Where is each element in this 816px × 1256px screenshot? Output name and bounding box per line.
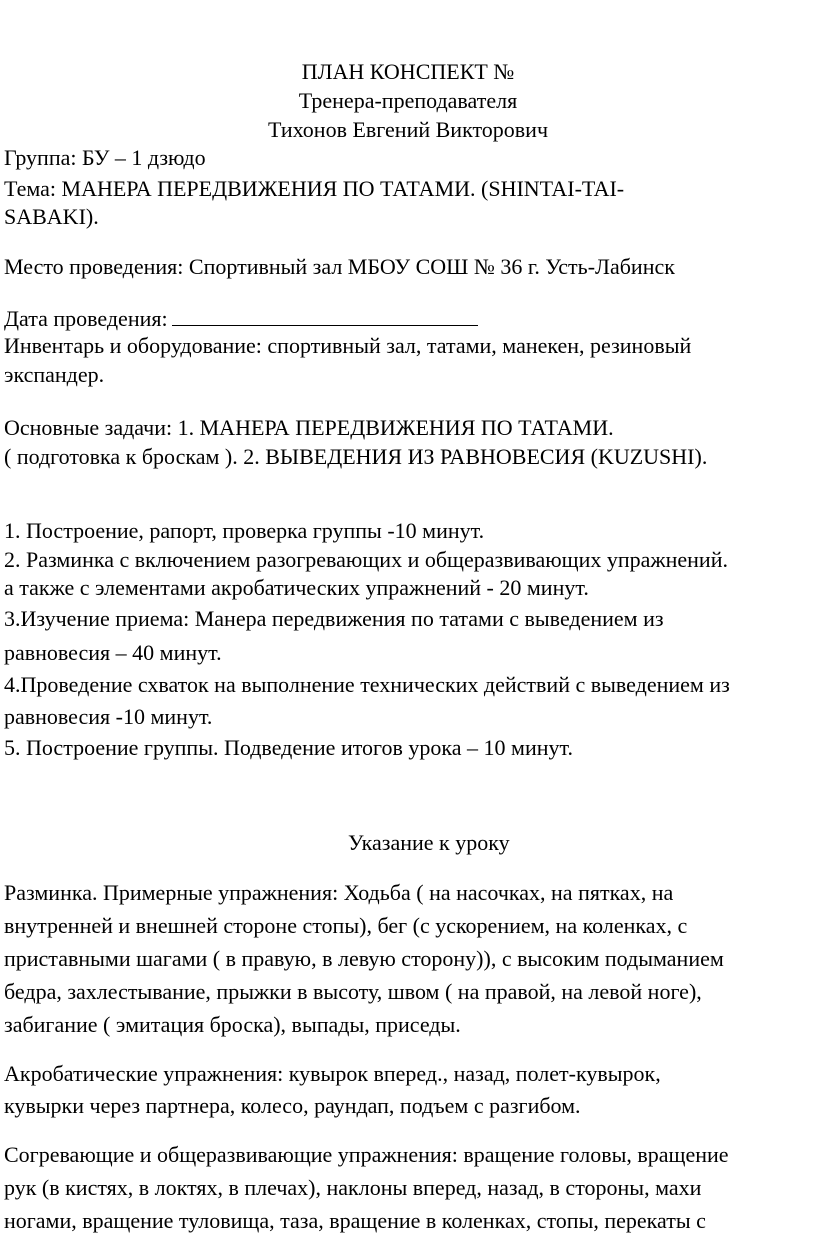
plan-item-5: 5. Построение группы. Подведение итогов урока – 10 минут. — [4, 735, 573, 760]
instructions-heading: Указание к уроку — [348, 830, 510, 855]
acrobatics-line-1: Акробатические упражнения: кувырок вперед., назад, полет-кувырок, — [4, 1061, 661, 1086]
group-line: Группа: БУ – 1 дзюдо — [4, 145, 206, 170]
plan-item-1: 1. Построение, рапорт, проверка группы -10 минут. — [4, 518, 485, 543]
equipment-line-2: экспандер. — [4, 362, 105, 387]
plan-item-4-cont: равновесия -10 минут. — [4, 704, 213, 729]
warmup-line-4: бедра, захлестывание, прыжки в высоту, швом ( на правой, на левой ноге), — [4, 979, 702, 1004]
place-line: Место проведения: Спортивный зал МБОУ СОШ № 36 г. Усть-Лабинск — [4, 254, 675, 279]
general-line-1: Согревающие и общеразвивающие упражнения: вращение головы, вращение — [4, 1142, 729, 1167]
general-line-2: рук (в кистях, в локтях, в плечах), наклоны вперед, назад, в стороны, махи — [4, 1175, 702, 1200]
date-blank — [172, 305, 478, 326]
author-role: Тренера-преподавателя — [298, 88, 518, 113]
tasks-line-1: Основные задачи: 1. МАНЕРА ПЕРЕДВИЖЕНИЯ ПО ТАТАМИ. — [4, 415, 614, 440]
author-name: Тихонов Евгений Викторович — [267, 117, 549, 142]
date-line — [4, 304, 478, 334]
warmup-line-1: Разминка. Примерные упражнения: Ходьба ( на насочках, на пятках, на — [4, 880, 674, 905]
date-label: Дата проведения: — [4, 306, 168, 331]
warmup-line-3: приставными шагами ( в правую, в левую сторону)), с высоким подыманием — [4, 946, 724, 971]
warmup-line-5: забигание ( эмитация броска), выпады, приседы. — [4, 1012, 461, 1037]
topic-line-1: Тема: МАНЕРА ПЕРЕДВИЖЕНИЯ ПО ТАТАМИ. (SHINTAI-TAI- — [4, 176, 625, 201]
general-line-3: ногами, вращение туловища, таза, вращение в коленках, стопы, перекаты с — [4, 1208, 706, 1233]
acrobatics-line-2: кувырки через партнера, колесо, раундап, подъем с разгибом. — [4, 1093, 581, 1118]
document-title: ПЛАН КОНСПЕКТ № — [301, 59, 515, 84]
warmup-line-2: внутренней и внешней стороне стопы), бег (с ускорением, на коленках, с — [4, 913, 688, 938]
plan-item-2-cont: а также с элементами акробатических упражнений - 20 минут. — [4, 575, 589, 600]
topic-line-2: SABAKI). — [4, 204, 99, 229]
plan-item-3-cont: равновесия – 40 минут. — [4, 640, 222, 665]
equipment-line-1: Инвентарь и оборудование: спортивный зал, татами, манекен, резиновый — [4, 333, 692, 358]
plan-item-3: 3.Изучение приема: Манера передвижения по татами с выведением из — [4, 606, 664, 631]
tasks-line-2: ( подготовка к броскам ). 2. ВЫВЕДЕНИЯ ИЗ РАВНОВЕСИЯ (KUZUSHI). — [4, 444, 708, 469]
plan-item-2: 2. Разминка с включением разогревающих и общеразвивающих упражнений. — [4, 547, 728, 572]
plan-item-4: 4.Проведение схваток на выполнение технических действий с выведением из — [4, 672, 730, 697]
